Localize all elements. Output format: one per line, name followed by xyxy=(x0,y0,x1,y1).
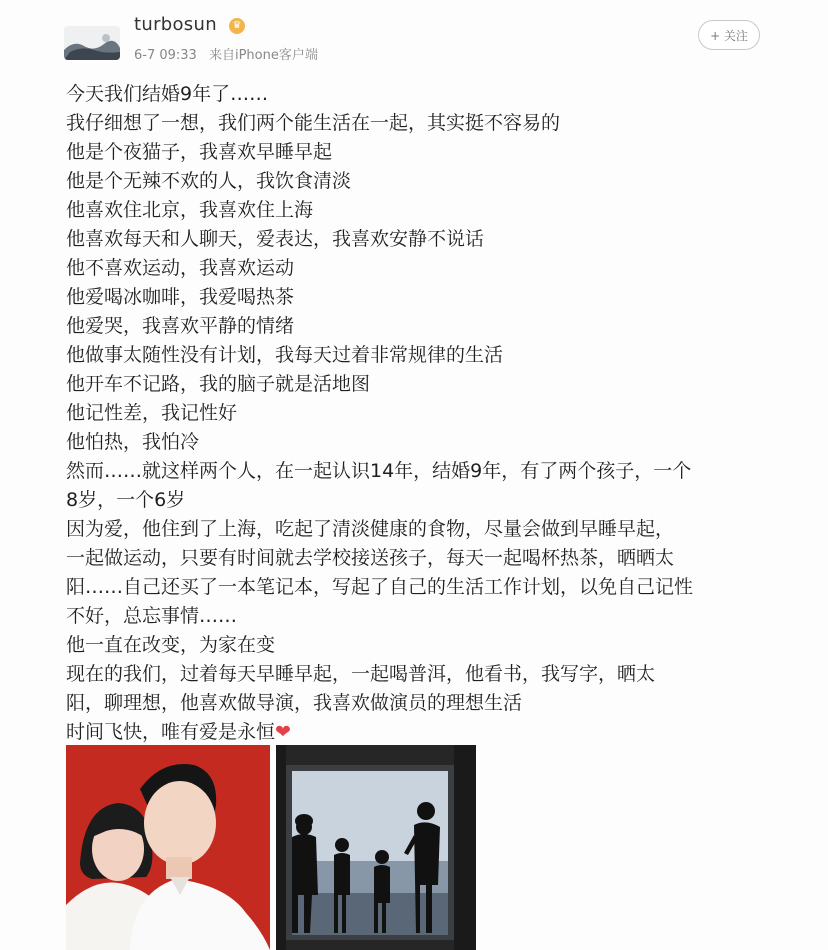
post-line: 一起做运动，只要有时间就去学校接送孩子，每天一起喝杯热茶，晒晒太 xyxy=(66,547,675,569)
post-line: 他是个无辣不欢的人，我饮食清淡 xyxy=(66,170,352,192)
post-line: 他开车不记路，我的脑子就是活地图 xyxy=(66,373,371,395)
post-line: 他喜欢每天和人聊天，爱表达，我喜欢安静不说话 xyxy=(66,228,485,250)
post-line: 他一直在改变，为家在变 xyxy=(66,634,276,656)
user-avatar[interactable] xyxy=(64,26,120,60)
post-line: 他做事太随性没有计划，我每天过着非常规律的生活 xyxy=(66,344,504,366)
post-line: 阳……自己还买了一本笔记本，写起了自己的生活工作计划，以免自己记性 xyxy=(66,576,694,598)
post-line: 他爱喝冰咖啡，我爱喝热茶 xyxy=(66,286,295,308)
post-line: 8岁，一个6岁 xyxy=(66,489,186,511)
post-time[interactable]: 6-7 09:33 xyxy=(134,48,197,63)
post-meta xyxy=(134,44,318,63)
photo-family-silhouette[interactable] xyxy=(276,745,476,950)
username[interactable]: turbosun xyxy=(134,14,217,35)
post-line: 今天我们结婚9年了…… xyxy=(66,83,269,105)
post-source: 来自iPhone客户端 xyxy=(208,48,318,63)
post-line: 阳，聊理想，他喜欢做导演，我喜欢做演员的理想生活 xyxy=(66,692,523,714)
vip-badge-icon: ♛ xyxy=(229,18,245,34)
heart-icon: ❤ xyxy=(275,721,291,743)
post-line: 他喜欢住北京，我喜欢住上海 xyxy=(66,199,314,221)
post-line: 因为爱，他住到了上海，吃起了清淡健康的食物，尽量会做到早睡早起， xyxy=(66,518,675,540)
post-line-text: 时间飞快，唯有爱是永恒 xyxy=(66,721,276,743)
post-line: 不好，总忘事情…… xyxy=(66,605,238,627)
post-line: 他是个夜猫子，我喜欢早睡早起 xyxy=(66,141,333,163)
post-line: 我仔细想了一想，我们两个能生活在一起，其实挺不容易的 xyxy=(66,112,561,134)
post-line: 他爱哭，我喜欢平静的情绪 xyxy=(66,315,295,337)
post-line xyxy=(66,718,766,747)
post-line: 他怕热，我怕冷 xyxy=(66,431,200,453)
post-text xyxy=(66,80,766,747)
post-line: 他不喜欢运动，我喜欢运动 xyxy=(66,257,295,279)
follow-button[interactable]: + 关注 xyxy=(698,20,760,50)
post-line: 然而……就这样两个人，在一起认识14年，结婚9年，有了两个孩子，一个 xyxy=(66,460,692,482)
post-line: 他记性差，我记性好 xyxy=(66,402,238,424)
post-line: 现在的我们，过着每天早睡早起，一起喝普洱，他看书，我写字，晒太 xyxy=(66,663,656,685)
photo-couple[interactable] xyxy=(66,745,270,950)
